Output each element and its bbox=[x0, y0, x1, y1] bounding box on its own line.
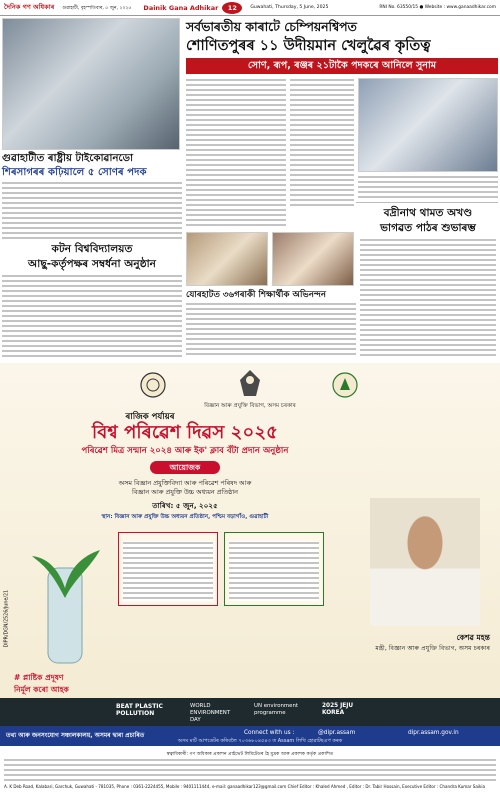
badrinath-headline-line1: বদ্ৰীনাথ থামত অখণ্ড bbox=[383, 207, 473, 219]
jeju-korea-logo: 2025 JEJU KOREA bbox=[322, 703, 354, 716]
beat-plastic-logo: BEAT PLASTIC POLLUTION bbox=[116, 703, 163, 717]
taekwondo-headline-line1: গুৱাহাটীত ৰাষ্ট্ৰীয় টাইকোৱানডো bbox=[2, 153, 134, 164]
lead-subhead: সোণ, ৰূপ, ৰঞ্জৰ ২১টাকৈ পদকৰে আনিলে সুনাম bbox=[247, 60, 437, 71]
ad-department: বিজ্ঞান আৰু প্ৰযুক্তি বিভাগ, অসম চৰকাৰ bbox=[204, 403, 296, 409]
lead-body-col1 bbox=[186, 78, 286, 228]
badrinath-headline-line2: ভাগৱত পাঠৰ শুভাৰম্ভ bbox=[380, 222, 476, 234]
cotton-headline-line1: কটন বিশ্ববিদ্যালয়ত bbox=[51, 243, 133, 255]
jorhat-headline: যোৰহাটত ৩৬গৰাকী শিক্ষাৰ্থীক অভিনন্দন bbox=[186, 290, 326, 300]
jorhat-felicitation-photo-2 bbox=[272, 232, 354, 286]
social-handle[interactable]: @dipr.assam bbox=[318, 730, 356, 736]
plant-in-bottle-illustration bbox=[20, 528, 110, 668]
event-venue: স্থান: বিজ্ঞান আৰু প্ৰযুক্তি উচ্চ অধ্যয়ন প্ৰতিষ্ঠান, পশ্চিম বড়াগাঁও, গুৱাহাটী bbox=[101, 514, 269, 520]
minister-name: কেশৱ মহন্ত bbox=[456, 633, 490, 642]
slogan-line1: # প্লাষ্টিক প্ৰদূষণ bbox=[14, 673, 64, 682]
masthead bbox=[0, 0, 500, 16]
organizer-label: আয়োজক bbox=[169, 463, 201, 472]
lead-headline-line1: সৰ্বভাৰতীয় কাৰাটে চেম্পিয়নশ্বিপত bbox=[186, 19, 357, 34]
karate-team-photo bbox=[2, 18, 180, 150]
ad-level-label: ৰাজিক পৰ্যায়ৰ bbox=[125, 412, 175, 422]
cotton-body bbox=[2, 274, 182, 358]
footer-info: তথ্য আৰু জনসংযোগ সঞ্চালকালয়, অসমৰ দ্বাৰা প্ৰচাৰিত bbox=[6, 732, 145, 739]
organizer-line2: বিজ্ঞান আৰু প্ৰযুক্তি উচ্চ অধ্যয়ন প্ৰতিষ্ঠান bbox=[132, 488, 238, 496]
badrinath-divider bbox=[356, 202, 498, 203]
program-card-right bbox=[224, 532, 324, 606]
un-environment-logo: UN environment programme bbox=[254, 703, 299, 716]
imprint-address: A. K Deb Road, Kalabari, Garchuk, Guwahati - 781035, Phone : 0361-2224455, Mobile : 9401111444, e-mail: ganaadhikar123@gmail.com Chief Editor : Khaled Ahmed , Editor : Dr. Tabir Hossain, Executive Editor : Chandra Kumar Saikia bbox=[4, 784, 485, 789]
newspaper-logo: দৈনিক গণ অধিকাৰ bbox=[4, 3, 55, 11]
dipr-website[interactable]: dipr.assam.gov.in bbox=[408, 730, 459, 736]
assam-government-emblem-icon bbox=[236, 368, 264, 398]
badrinath-body bbox=[360, 238, 496, 356]
right-dateline: Guwahati, Thursday, 5 June, 2025 bbox=[250, 5, 329, 10]
jorhat-body bbox=[186, 302, 356, 358]
wed-logo: WORLD ENVIRONMENT DAY bbox=[190, 703, 231, 723]
minister-photo bbox=[370, 498, 480, 626]
minister-title: মন্ত্ৰী, বিজ্ঞান আৰু প্ৰযুক্তি বিভাগ, অসম চৰকাৰ bbox=[375, 645, 490, 652]
rni-website: RNI No. 63550/15 ● Website : www.ganaadhikar.com bbox=[379, 5, 496, 10]
ad-subtitle: পৰিৱেশ মিত্ৰ সন্মান ২০২৪ আৰু ইক' ক্লাব বঁটা প্ৰদান অনুষ্ঠান bbox=[81, 446, 289, 456]
organizer-line1: অসম বিজ্ঞান প্ৰযুক্তিবিদ্যা আৰু পৰিৱেশ পৰিষদ আৰু bbox=[118, 479, 252, 487]
connect-label: Connect with us : bbox=[244, 730, 295, 736]
imprint-filler bbox=[4, 758, 496, 782]
lead-photo-caption bbox=[358, 175, 498, 199]
logo-row bbox=[0, 698, 500, 726]
institute-emblem-icon bbox=[332, 372, 358, 398]
whatsapp-line: অসম মাৰ্ট আপডেটৰ কৰিবলৈ ৭০৩৬৮০৪৫৪৩ ত Assam লিখি হোৱাটছএপ কৰক bbox=[177, 738, 343, 744]
karate-medal-photo bbox=[358, 78, 498, 172]
page-number-badge: 12 bbox=[222, 2, 242, 14]
taekwondo-headline-line2: শিৰসাগৰৰ কঢ়িয়ালে ৫ সোণৰ পদক bbox=[2, 167, 147, 178]
ad-side-code: DIPR/DGN/2526/June/21 bbox=[4, 589, 10, 648]
jorhat-felicitation-photo-1 bbox=[186, 232, 268, 286]
event-date: তাৰিখ: ৫ জুন, ২০২৫ bbox=[152, 501, 218, 510]
council-emblem-icon bbox=[140, 372, 166, 398]
ad-title: বিশ্ব পৰিৱেশ দিৱস ২০২৫ bbox=[92, 422, 278, 443]
lead-headline-line2: শোণিতপুৰৰ ১১ উদীয়মান খেলুৱৈৰ কৃতিত্ব bbox=[186, 38, 431, 54]
cotton-headline-line2: আছু-কৰ্তৃপক্ষৰ সম্বৰ্ধনা অনুষ্ঠান bbox=[27, 258, 156, 270]
program-card-left bbox=[118, 532, 218, 606]
slogan-line2: নিৰ্মূল কৰো আহক bbox=[14, 685, 69, 694]
center-title: Dainik Gana Adhikar bbox=[143, 3, 219, 12]
taekwondo-body bbox=[2, 181, 182, 239]
left-dateline: গুৱাহাটী, বৃহস্পতিবাৰ, ৫ জুন, ২০২৫ bbox=[62, 5, 132, 11]
imprint-line1: স্বত্বাধিকাৰী: গণ অধিকাৰ প্ৰকাশন প্ৰাইভেট লিমিটেডৰ হৈ মুদ্ৰক আৰু প্ৰকাশক কৰ্তৃক প্ৰকাশিত bbox=[166, 752, 334, 757]
lead-body-col2 bbox=[290, 78, 354, 208]
